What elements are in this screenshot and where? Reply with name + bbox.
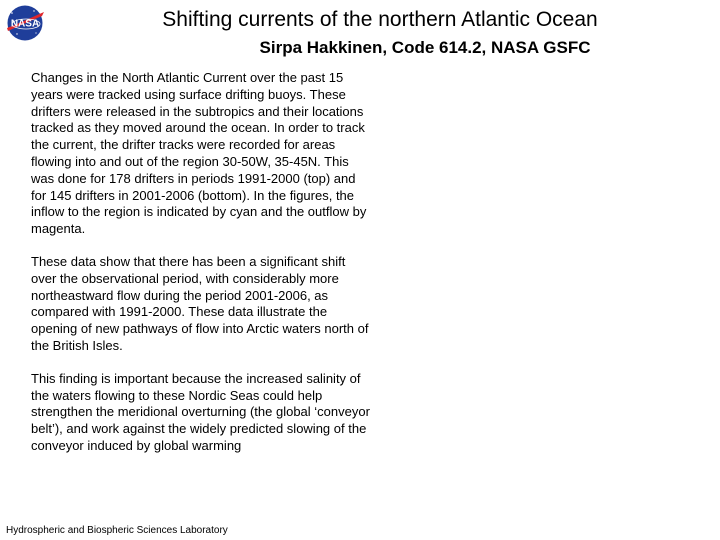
nasa-logo-text: NASA bbox=[10, 18, 40, 30]
nasa-logo bbox=[4, 4, 46, 42]
paragraph-importance: This finding is important because the increased salinity of the waters flowing to these Nordic Seas could help strengthen the meridional overturning (the global ‘conveyor belt’), and work against the widely predicted slowing of the conveyor induced by global warming bbox=[31, 370, 370, 453]
page-subtitle: Sirpa Hakkinen, Code 614.2, NASA GSFC bbox=[259, 38, 591, 57]
body-text bbox=[31, 70, 371, 471]
paragraph-methods: Changes in the North Atlantic Current over the past 15 years were tracked using surface drifting buoys. These drifters were released in the subtropics and their locations tracked as they moved around the ocean. In order to track the current, the drifter tracks were recorded for areas flowing into and out of the region 30-50W, 35-45N. This was done for 178 drifters in periods 1991-2000 (top) and for 145 drifters in 2001-2006 (bottom). In the figures, the inflow to the region is indicated by cyan and the outflow by magenta. bbox=[31, 70, 367, 237]
footer-lab-name: Hydrospheric and Biospheric Sciences Laboratory bbox=[6, 525, 228, 536]
paragraph-findings: These data show that there has been a significant shift over the observational period, with considerably more northeastward flow during the period 2001-2006, as compared with 1991-2000. These data illustrate the opening of new pathways of flow into Arctic waters north of the British Isles. bbox=[31, 253, 369, 353]
nasa-meatball-icon bbox=[4, 4, 46, 42]
page-title: Shifting currents of the northern Atlantic Ocean bbox=[162, 8, 598, 31]
